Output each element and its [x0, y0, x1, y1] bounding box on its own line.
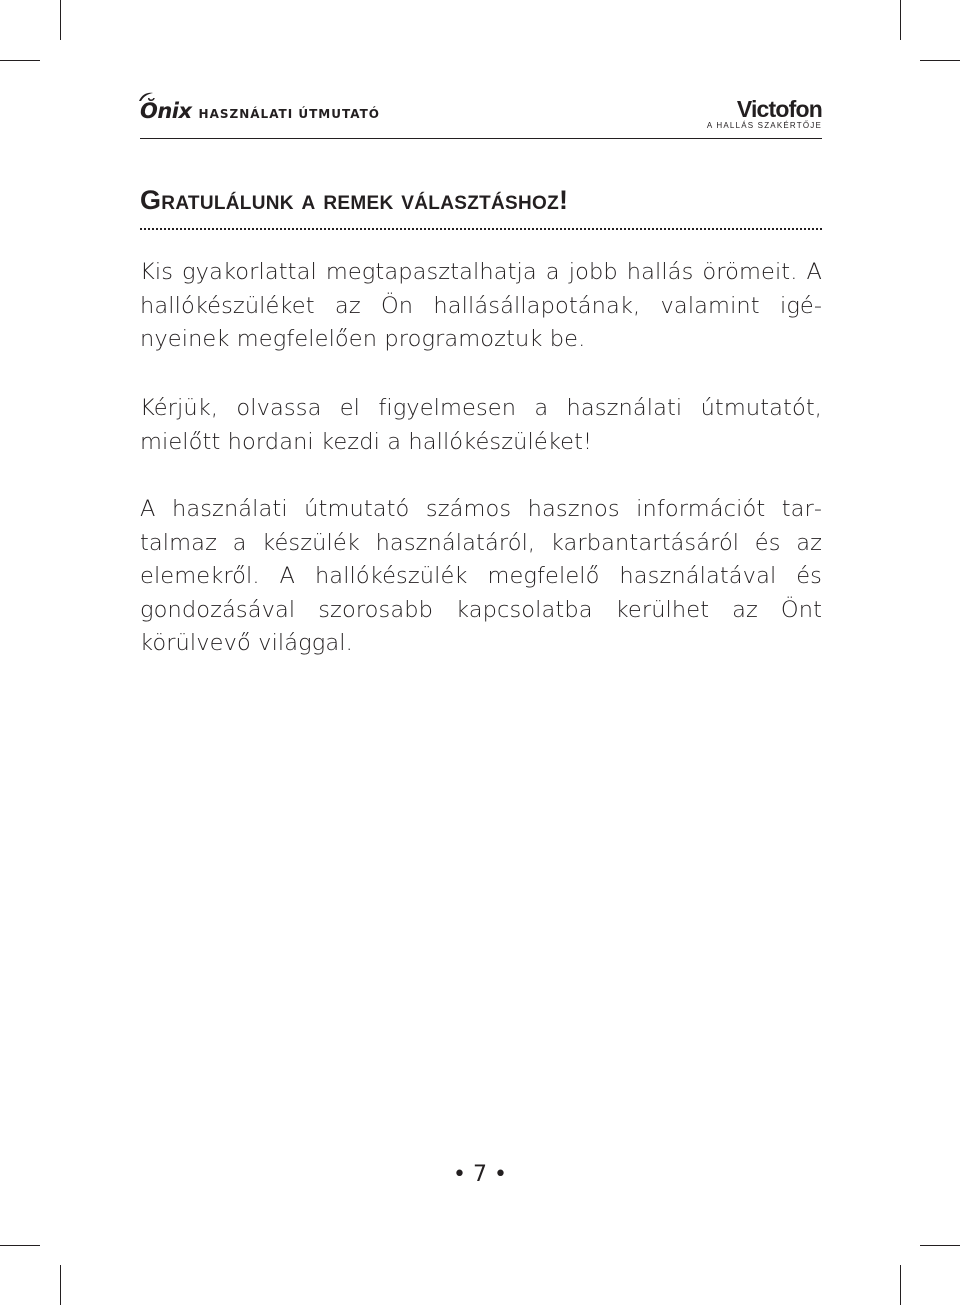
- page-title: Gratulálunk a remek választáshoz!: [140, 185, 569, 215]
- dotted-divider: [140, 228, 822, 230]
- manual-label: HASZNÁLATI ÚTMUTATÓ: [198, 107, 380, 121]
- crop-mark: [900, 1265, 901, 1305]
- swoosh-icon: [138, 92, 154, 102]
- company-tagline: A HALLÁS SZAKÉRTŐJE: [706, 121, 822, 130]
- crop-mark: [0, 60, 40, 61]
- paragraph-manual-contents: A használati útmutató számos hasznos információt tartalmaz a készülék használatáról, karbantartásáról és az elemekről. A hallókészülék megfelelő használatával és gondozásával szorosabb kapcsolatba kerülhet az Önt körülvevő világgal.: [140, 496, 822, 656]
- crop-mark: [60, 1265, 61, 1305]
- page-header: [140, 96, 822, 139]
- company-name: Victofon: [736, 96, 822, 122]
- crop-mark: [0, 1245, 40, 1246]
- crop-mark: [900, 0, 901, 40]
- victofon-logo: [707, 98, 822, 132]
- crop-mark: [60, 0, 61, 40]
- page-number: • 7 •: [453, 1162, 507, 1187]
- crop-mark: [920, 1245, 960, 1246]
- brand-logo-text: Ŏnix: [140, 99, 192, 123]
- paragraph-read-manual: Kérjük, olvassa el figyelmesen a használati útmutatót, mielőtt hordani kezdi a hallókészüléket!: [140, 395, 822, 455]
- paragraph-intro: Kis gyakorlattal megtapasztalhatja a jobb hallás örömeit. A hallókészüléket az Ön hallásállapotának, valamint igényeinek megfelelően programoztuk be.: [140, 259, 822, 352]
- brand-left: [140, 98, 380, 124]
- onix-logo: [140, 98, 192, 124]
- crop-mark: [920, 60, 960, 61]
